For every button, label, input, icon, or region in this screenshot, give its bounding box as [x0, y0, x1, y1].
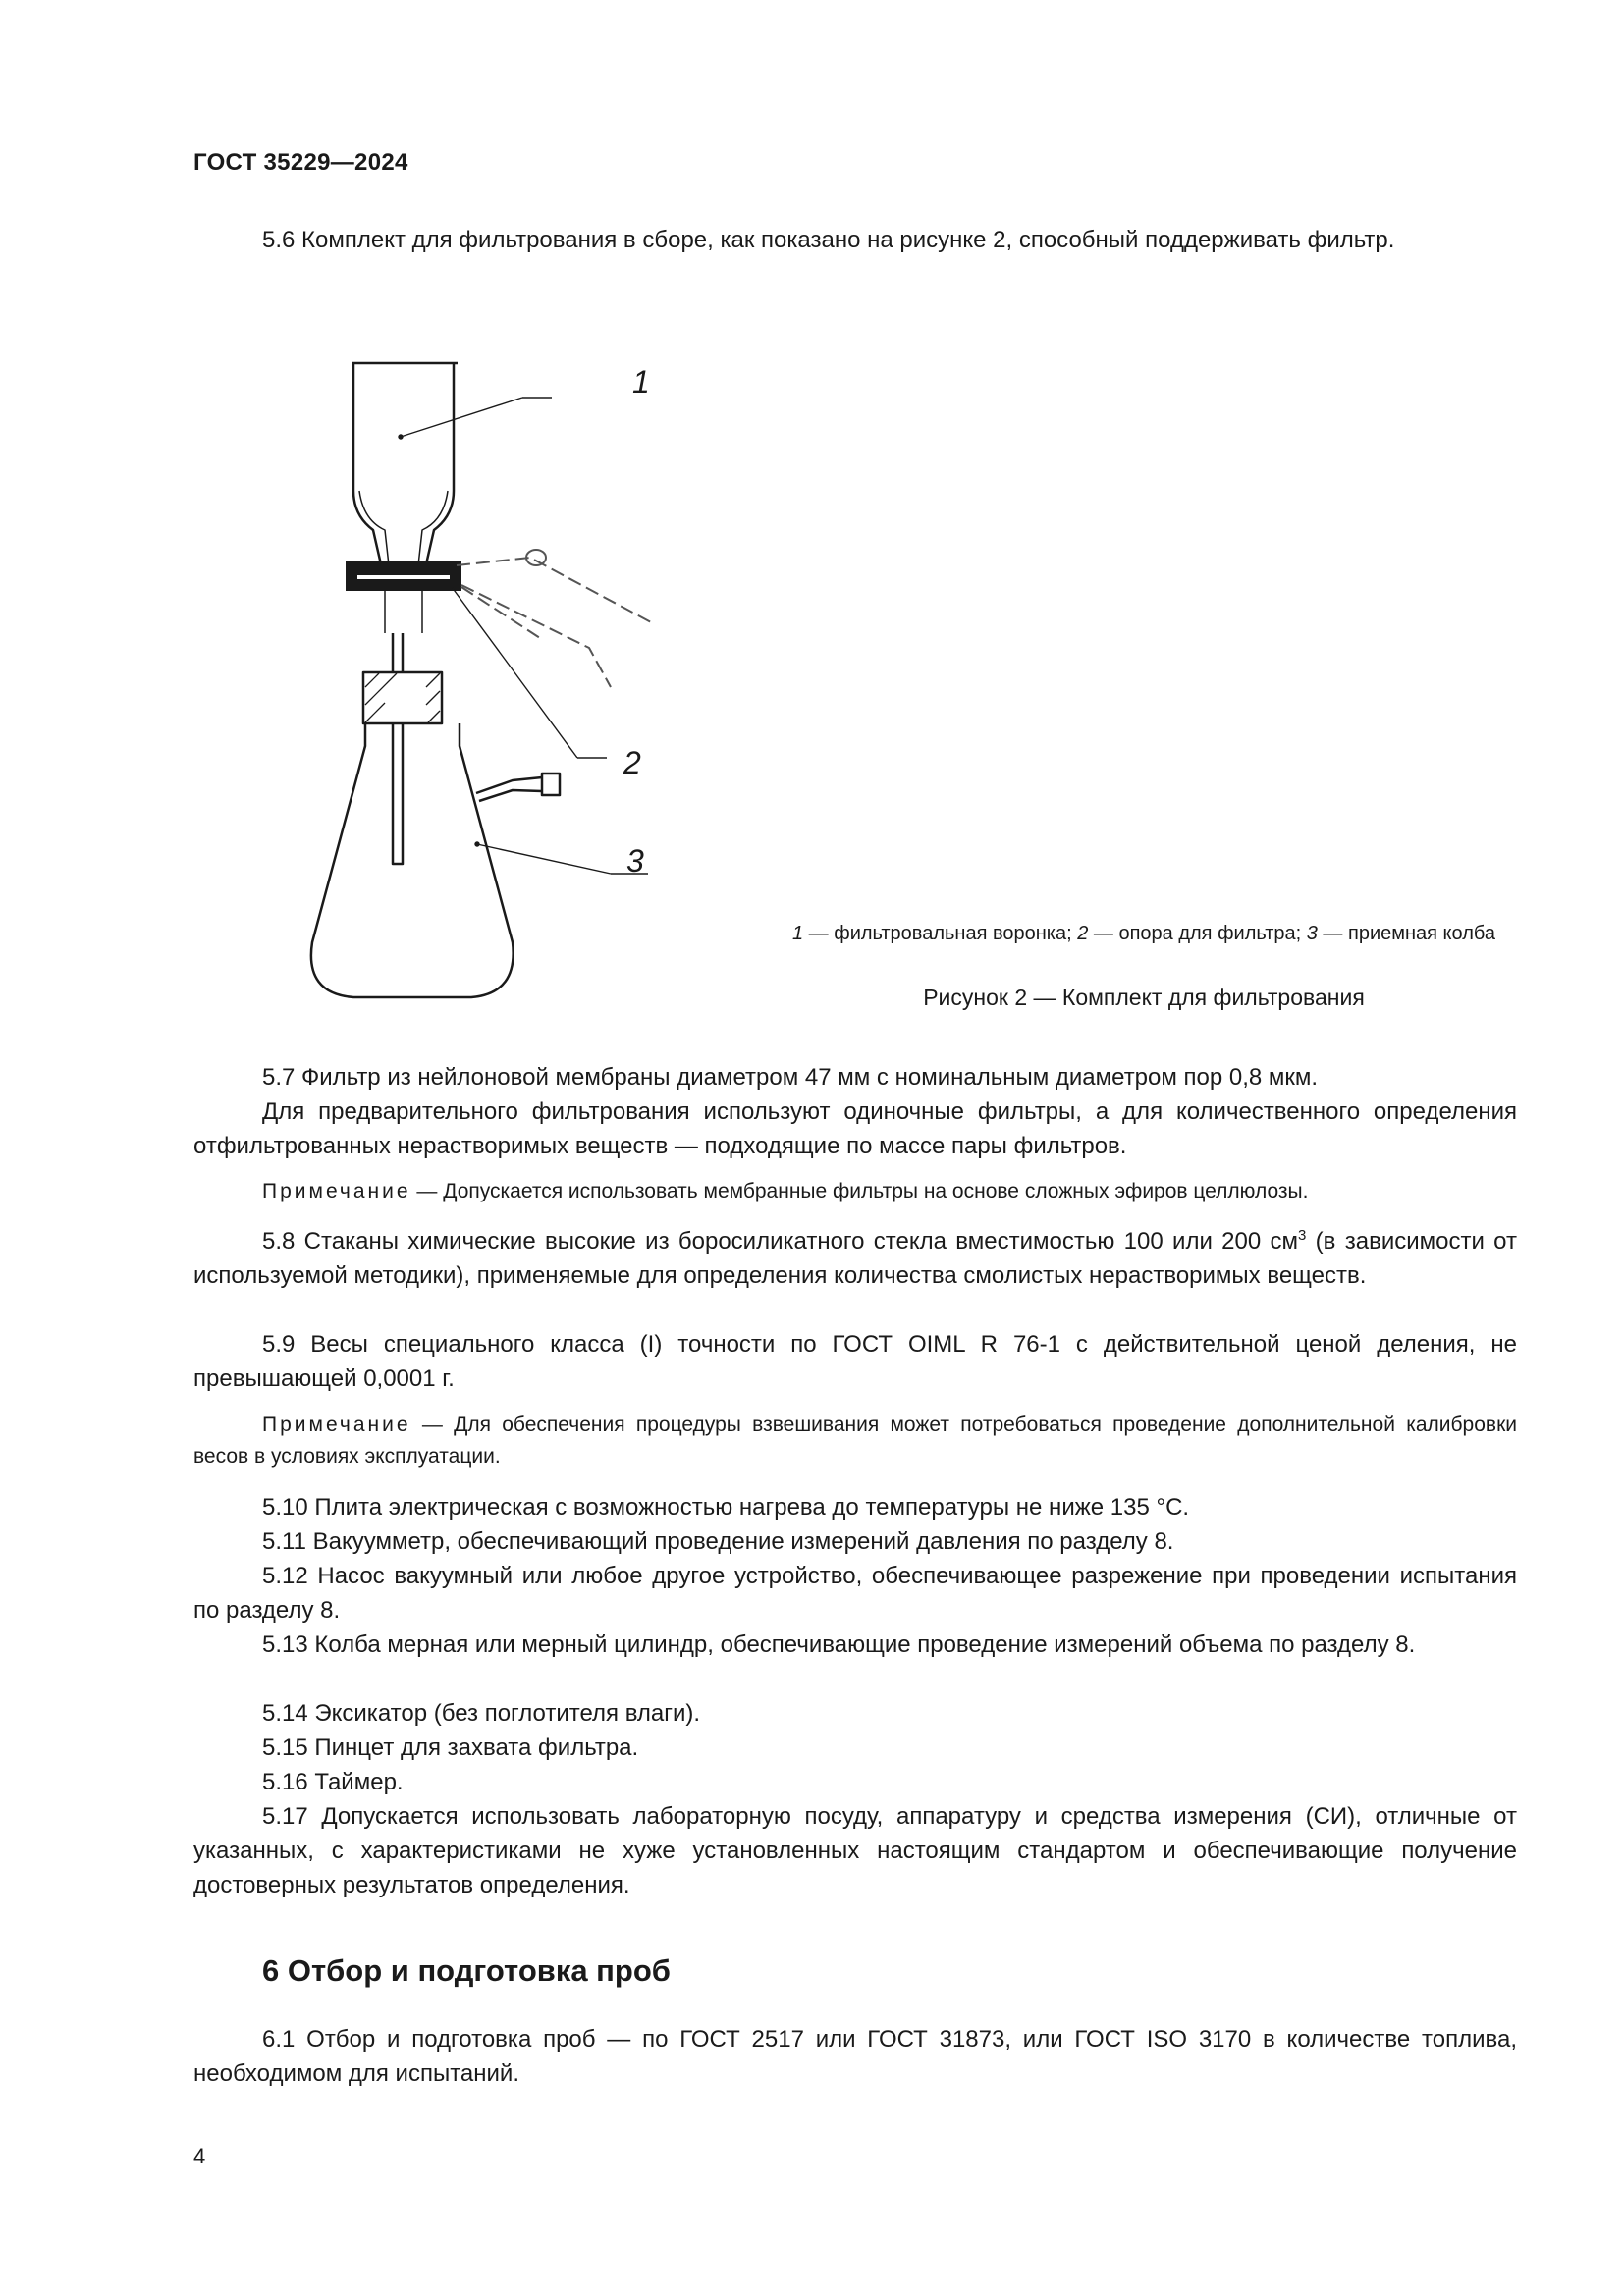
- paragraph-5-8-sup: 3: [1298, 1227, 1307, 1244]
- paragraph-5-7: 5.7 Фильтр из нейлоновой мембраны диаметром 47 мм с номинальным диаметром пор 0,8 мкм.: [262, 1064, 1319, 1091]
- legend-num-3: 3: [1306, 923, 1318, 944]
- document-header: ГОСТ 35229—2024: [193, 149, 408, 176]
- paragraph-5-13: 5.13 Колба мерная или мерный цилиндр, обеспечивающие проведение измерений объема по разделу 8.: [262, 1631, 1416, 1658]
- paragraph-5-8-text2: (в зависимости от используемой методики), применяемые для определения количества смолистых нерастворимых веществ.: [193, 1228, 1517, 1289]
- note-1-text: — Допускается использовать мембранные фильтры на основе сложных эфиров целлюлозы.: [410, 1180, 1309, 1202]
- note-2-text: — Для обеспечения процедуры взвешивания может потребоваться проведение дополнительной калибровки весов в условиях эксплуатации.: [193, 1414, 1517, 1468]
- receiving-flask: [311, 723, 514, 997]
- figure-label-3: 3: [626, 843, 644, 879]
- paragraph-5-17: 5.17 Допускается использовать лабораторную посуду, аппаратуру и средства измерения (СИ), отличные от указанных, с характеристиками не хуже установленных настоящим стандартом и обеспечивающие получение достоверных результатов определения.: [193, 1803, 1517, 1898]
- legend-num-1: 1: [792, 923, 804, 944]
- paragraph-5-11: 5.11 Вакуумметр, обеспечивающий проведение измерений давления по разделу 8.: [262, 1528, 1174, 1555]
- paragraph-5-8-text: 5.8 Стаканы химические высокие из боросиликатного стекла вместимостью 100 или 200 см: [262, 1228, 1299, 1255]
- legend-text-2: — опора для фильтра;: [1088, 923, 1307, 944]
- paragraph-5-10: 5.10 Плита электрическая с возможностью нагрева до температуры не ниже 135 °С.: [262, 1494, 1190, 1521]
- paragraph-6-1: 6.1 Отбор и подготовка проб — по ГОСТ 2517 или ГОСТ 31873, или ГОСТ ISO 3170 в количестве топлива, необходимом для испытаний.: [193, 2026, 1517, 2087]
- figure-legend: [756, 920, 1532, 948]
- figure-label-1: 1: [632, 364, 650, 400]
- paragraph-5-15: 5.15 Пинцет для захвата фильтра.: [262, 1735, 639, 1761]
- page-number: 4: [193, 2144, 206, 2168]
- paragraph-5-9: 5.9 Весы специального класса (I) точности по ГОСТ OIML R 76-1 с действительной ценой деления, не превышающей 0,0001 г.: [193, 1331, 1517, 1392]
- paragraph-5-16: 5.16 Таймер.: [262, 1769, 404, 1795]
- figure-caption: Рисунок 2 — Комплект для фильтрования: [923, 985, 1365, 1010]
- note-1-label: Примечание: [262, 1180, 411, 1202]
- paragraph-5-14: 5.14 Эксикатор (без поглотителя влаги).: [262, 1700, 701, 1727]
- paragraph-5-8: [193, 1224, 1517, 1293]
- legend-text-1: — фильтровальная воронка;: [803, 923, 1078, 944]
- note-2: [193, 1410, 1517, 1472]
- figure-label-2: 2: [623, 745, 641, 780]
- paragraph-5-12: 5.12 Насос вакуумный или любое другое устройство, обеспечивающее разрежение при проведении испытания по разделу 8.: [193, 1563, 1517, 1624]
- legend-text-3: — приемная колба: [1317, 923, 1495, 944]
- filtration-assembly-figure: [295, 334, 707, 1011]
- filter-funnel: [353, 363, 454, 564]
- paragraph-5-6: 5.6 Комплект для фильтрования в сборе, как показано на рисунке 2, способный поддерживать фильтр.: [262, 227, 1395, 253]
- rubber-stopper: [363, 672, 442, 723]
- note-2-label: Примечание: [262, 1414, 411, 1436]
- section-6-heading: 6 Отбор и подготовка проб: [262, 1953, 671, 1988]
- note-1: [193, 1176, 1517, 1207]
- legend-num-2: 2: [1077, 923, 1089, 944]
- paragraph-5-7-b: Для предварительного фильтрования используют одиночные фильтры, а для количественного определения отфильтрованных нерастворимых веществ — подходящие по массе пары фильтров.: [193, 1098, 1517, 1159]
